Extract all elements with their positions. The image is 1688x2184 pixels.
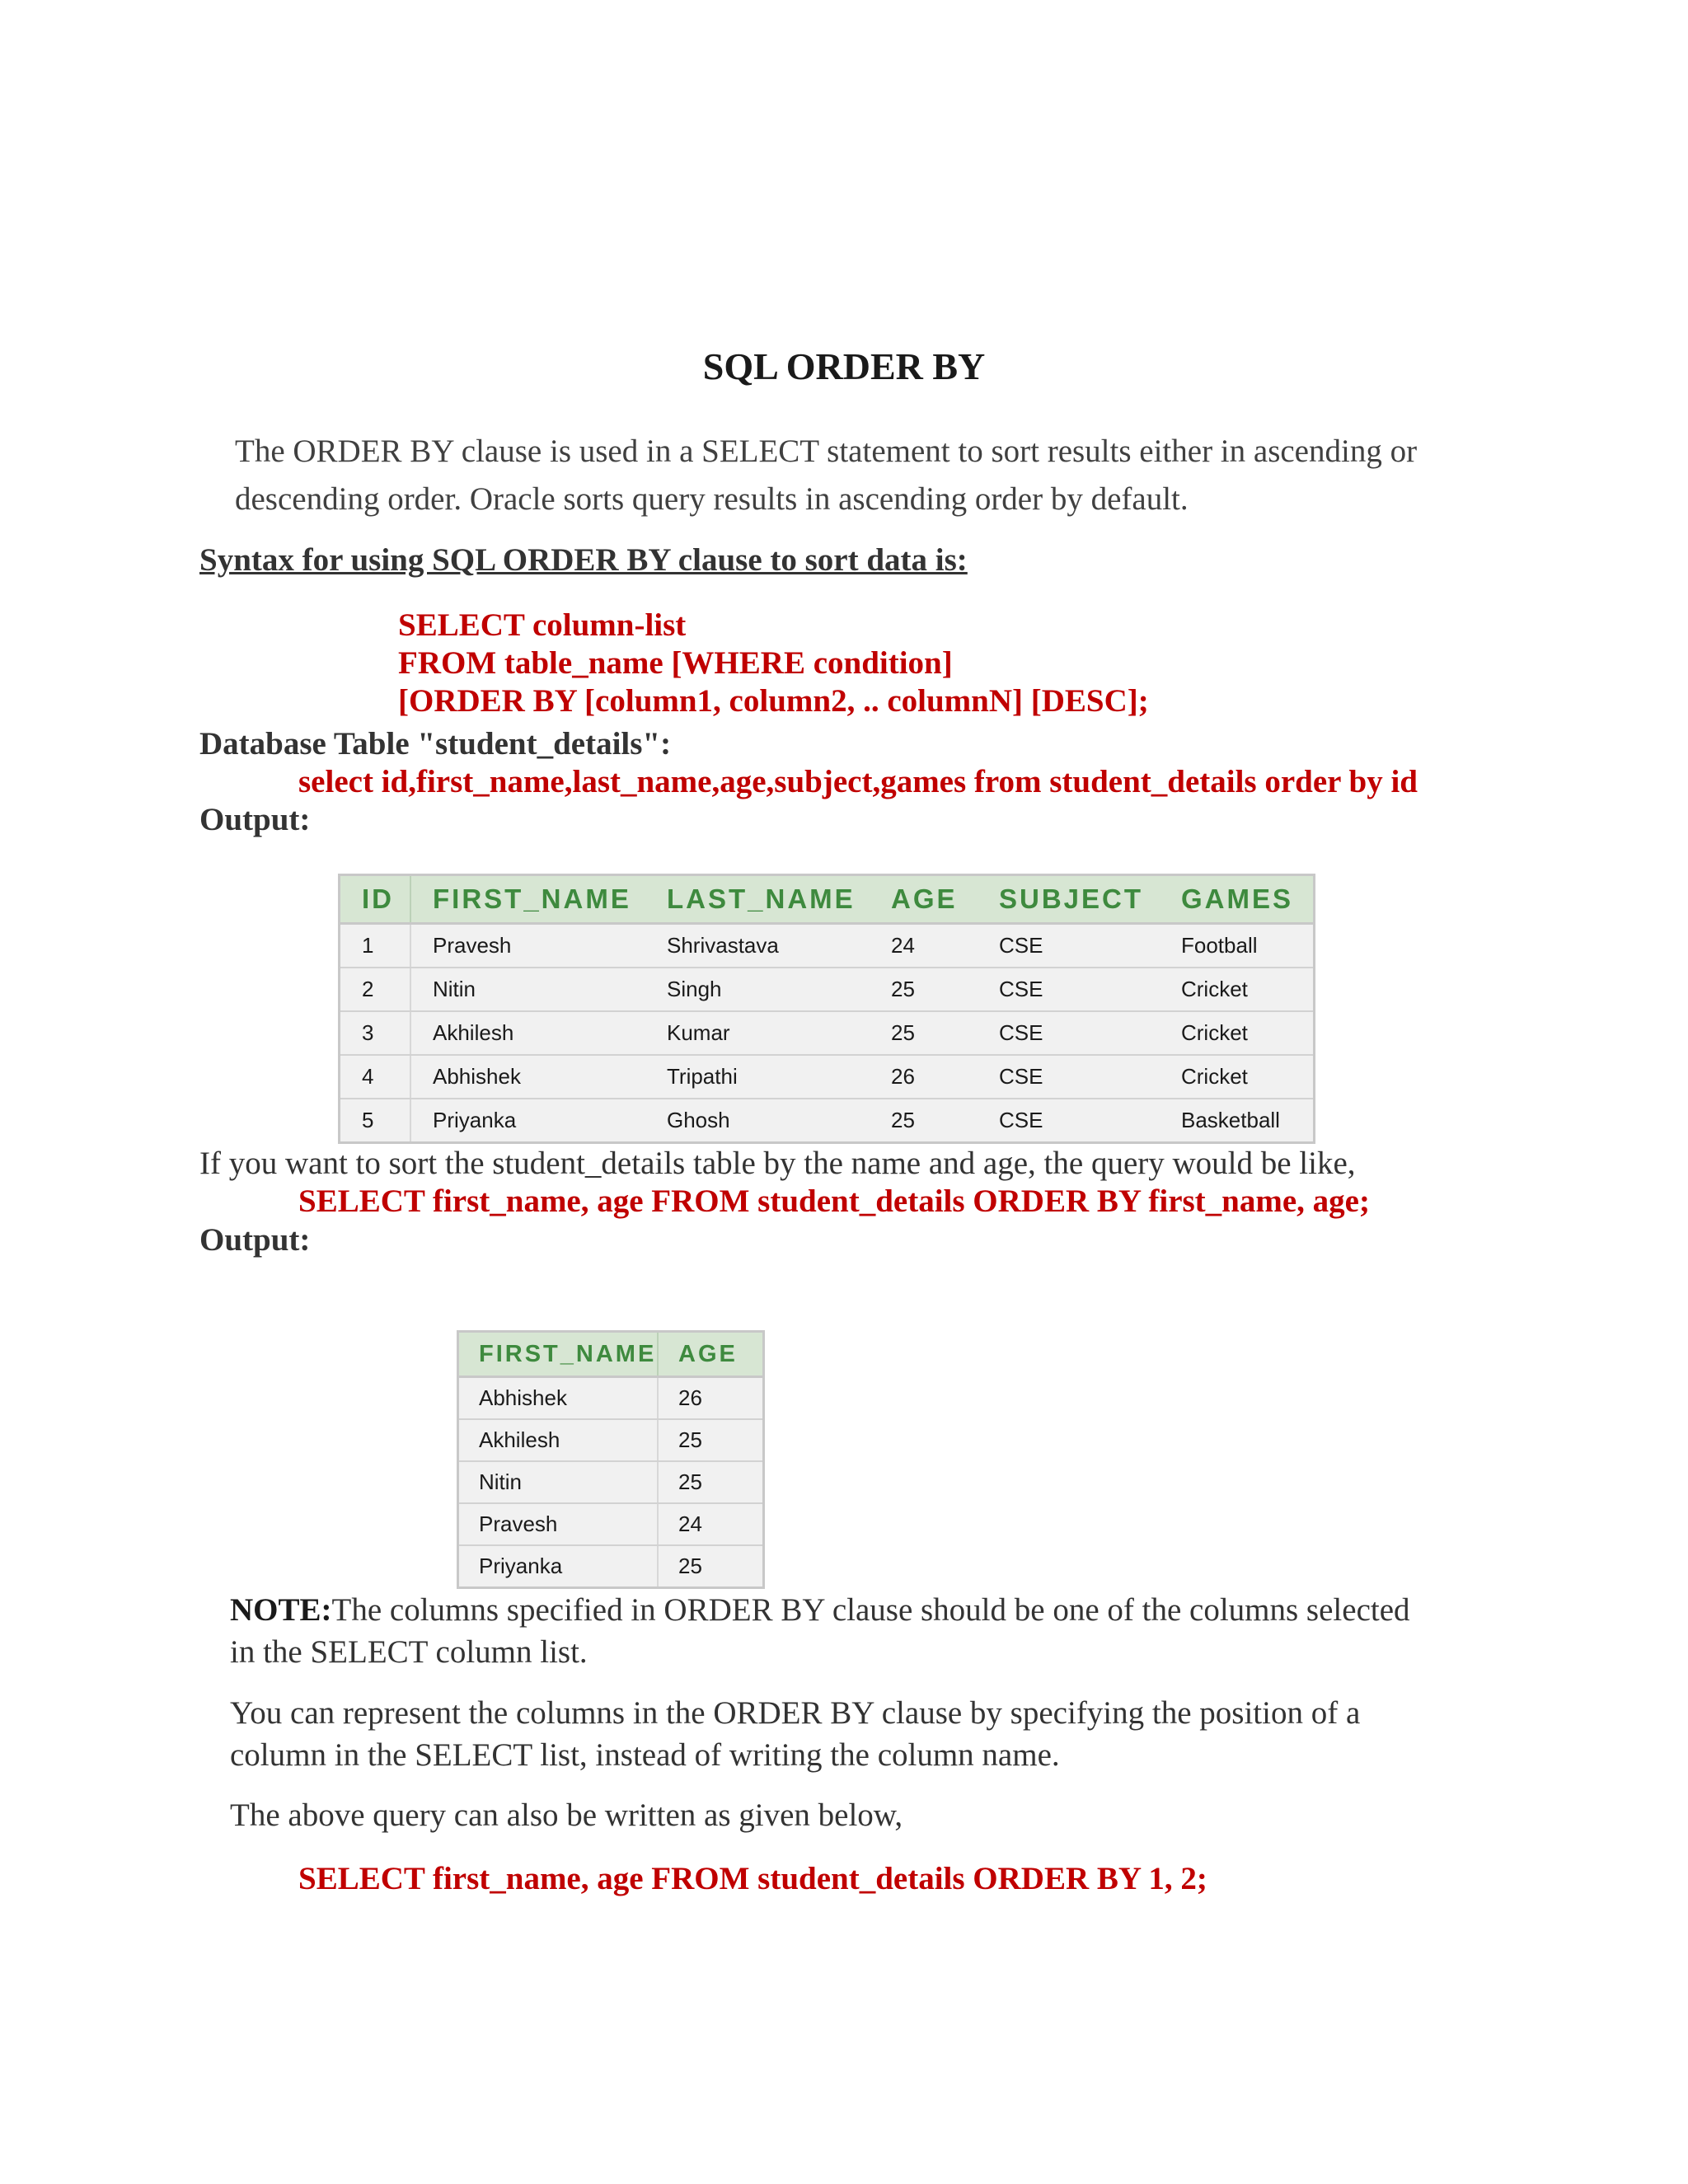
column-header: FIRST_NAME <box>458 1332 659 1377</box>
cell-first-name: Nitin <box>410 968 645 1011</box>
cell-subject: CSE <box>978 1055 1160 1099</box>
cell-subject: CSE <box>978 968 1160 1011</box>
query-1: select id,first_name,last_name,age,subject,games from student_details order by id <box>298 764 1418 799</box>
cell-first-name: Abhishek <box>458 1377 659 1420</box>
table-row <box>340 968 1315 1011</box>
cell-age: 25 <box>658 1419 764 1461</box>
cell-age: 25 <box>870 1011 978 1055</box>
db-table-label: Database Table "student_details": <box>199 726 672 762</box>
cell-age: 26 <box>870 1055 978 1099</box>
note-paragraph <box>230 1589 1410 1673</box>
cell-first-name: Pravesh <box>458 1503 659 1545</box>
cell-first-name: Priyanka <box>458 1545 659 1588</box>
column-header: SUBJECT <box>978 875 1160 924</box>
query-2: SELECT first_name, age FROM student_details ORDER BY first_name, age; <box>298 1183 1370 1219</box>
cell-age: 25 <box>870 968 978 1011</box>
cell-subject: CSE <box>978 1011 1160 1055</box>
cell-last-name: Kumar <box>645 1011 870 1055</box>
syntax-heading: Syntax for using SQL ORDER BY clause to sort data is: <box>199 542 968 578</box>
cell-last-name: Shrivastava <box>645 924 870 968</box>
table-row <box>340 1099 1315 1143</box>
note-line-1 <box>230 1589 1410 1631</box>
note-text: The columns specified in ORDER BY clause should be one of the columns selected <box>331 1592 1410 1628</box>
cell-games: Cricket <box>1160 1011 1315 1055</box>
table-row <box>340 1055 1315 1099</box>
intro-paragraph <box>235 428 1417 523</box>
cell-last-name: Singh <box>645 968 870 1011</box>
table-row <box>458 1461 764 1503</box>
sort-explanation: If you want to sort the student_details table by the name and age, the query would be like, <box>199 1146 1356 1181</box>
cell-first-name: Nitin <box>458 1461 659 1503</box>
note-label: NOTE: <box>230 1592 332 1628</box>
cell-last-name: Ghosh <box>645 1099 870 1143</box>
table-row <box>458 1419 764 1461</box>
above-query-text: The above query can also be written as given below, <box>230 1797 903 1833</box>
table-header-row <box>458 1332 764 1377</box>
cell-age: 24 <box>870 924 978 968</box>
cell-id: 1 <box>340 924 411 968</box>
position-paragraph <box>230 1692 1360 1776</box>
cell-last-name: Tripathi <box>645 1055 870 1099</box>
cell-subject: CSE <box>978 924 1160 968</box>
cell-age: 25 <box>870 1099 978 1143</box>
output-label: Output: <box>199 802 311 837</box>
cell-age: 24 <box>658 1503 764 1545</box>
cell-first-name: Pravesh <box>410 924 645 968</box>
table-header-row <box>340 875 1315 924</box>
cell-id: 2 <box>340 968 411 1011</box>
column-header: AGE <box>870 875 978 924</box>
cell-first-name: Akhilesh <box>458 1419 659 1461</box>
table-row <box>458 1545 764 1588</box>
intro-line-1: The ORDER BY clause is used in a SELECT statement to sort results either in ascending or <box>235 434 1418 469</box>
column-header: LAST_NAME <box>645 875 870 924</box>
table-row <box>458 1503 764 1545</box>
position-line-1: You can represent the columns in the ORDER BY clause by specifying the position of a <box>230 1695 1361 1731</box>
column-header: ID <box>340 875 411 924</box>
table-row <box>340 1011 1315 1055</box>
note-line-2: in the SELECT column list. <box>230 1634 588 1670</box>
cell-first-name: Abhishek <box>410 1055 645 1099</box>
cell-first-name: Akhilesh <box>410 1011 645 1055</box>
column-header: FIRST_NAME <box>410 875 645 924</box>
syntax-line: SELECT column-list <box>398 607 687 643</box>
syntax-line: [ORDER BY [column1, column2, .. columnN] [DESC]; <box>398 683 1149 719</box>
cell-age: 25 <box>658 1545 764 1588</box>
intro-line-2: descending order. Oracle sorts query results in ascending order by default. <box>235 481 1189 517</box>
cell-games: Cricket <box>1160 968 1315 1011</box>
column-header: AGE <box>658 1332 764 1377</box>
syntax-code-block <box>398 607 1149 720</box>
output-label-2: Output: <box>199 1222 311 1258</box>
cell-games: Basketball <box>1160 1099 1315 1143</box>
cell-id: 3 <box>340 1011 411 1055</box>
table-row <box>340 924 1315 968</box>
syntax-line: FROM table_name [WHERE condition] <box>398 645 953 681</box>
cell-id: 5 <box>340 1099 411 1143</box>
cell-games: Football <box>1160 924 1315 968</box>
cell-age: 26 <box>658 1377 764 1420</box>
student-details-table <box>338 874 1315 1144</box>
page-title: SQL ORDER BY <box>702 345 986 387</box>
position-line-2: column in the SELECT list, instead of writing the column name. <box>230 1737 1060 1773</box>
table-row <box>458 1377 764 1420</box>
cell-games: Cricket <box>1160 1055 1315 1099</box>
query-3: SELECT first_name, age FROM student_details ORDER BY 1, 2; <box>298 1861 1207 1896</box>
column-header: GAMES <box>1160 875 1315 924</box>
cell-first-name: Priyanka <box>410 1099 645 1143</box>
cell-subject: CSE <box>978 1099 1160 1143</box>
sorted-output-table <box>457 1330 765 1589</box>
cell-age: 25 <box>658 1461 764 1503</box>
cell-id: 4 <box>340 1055 411 1099</box>
